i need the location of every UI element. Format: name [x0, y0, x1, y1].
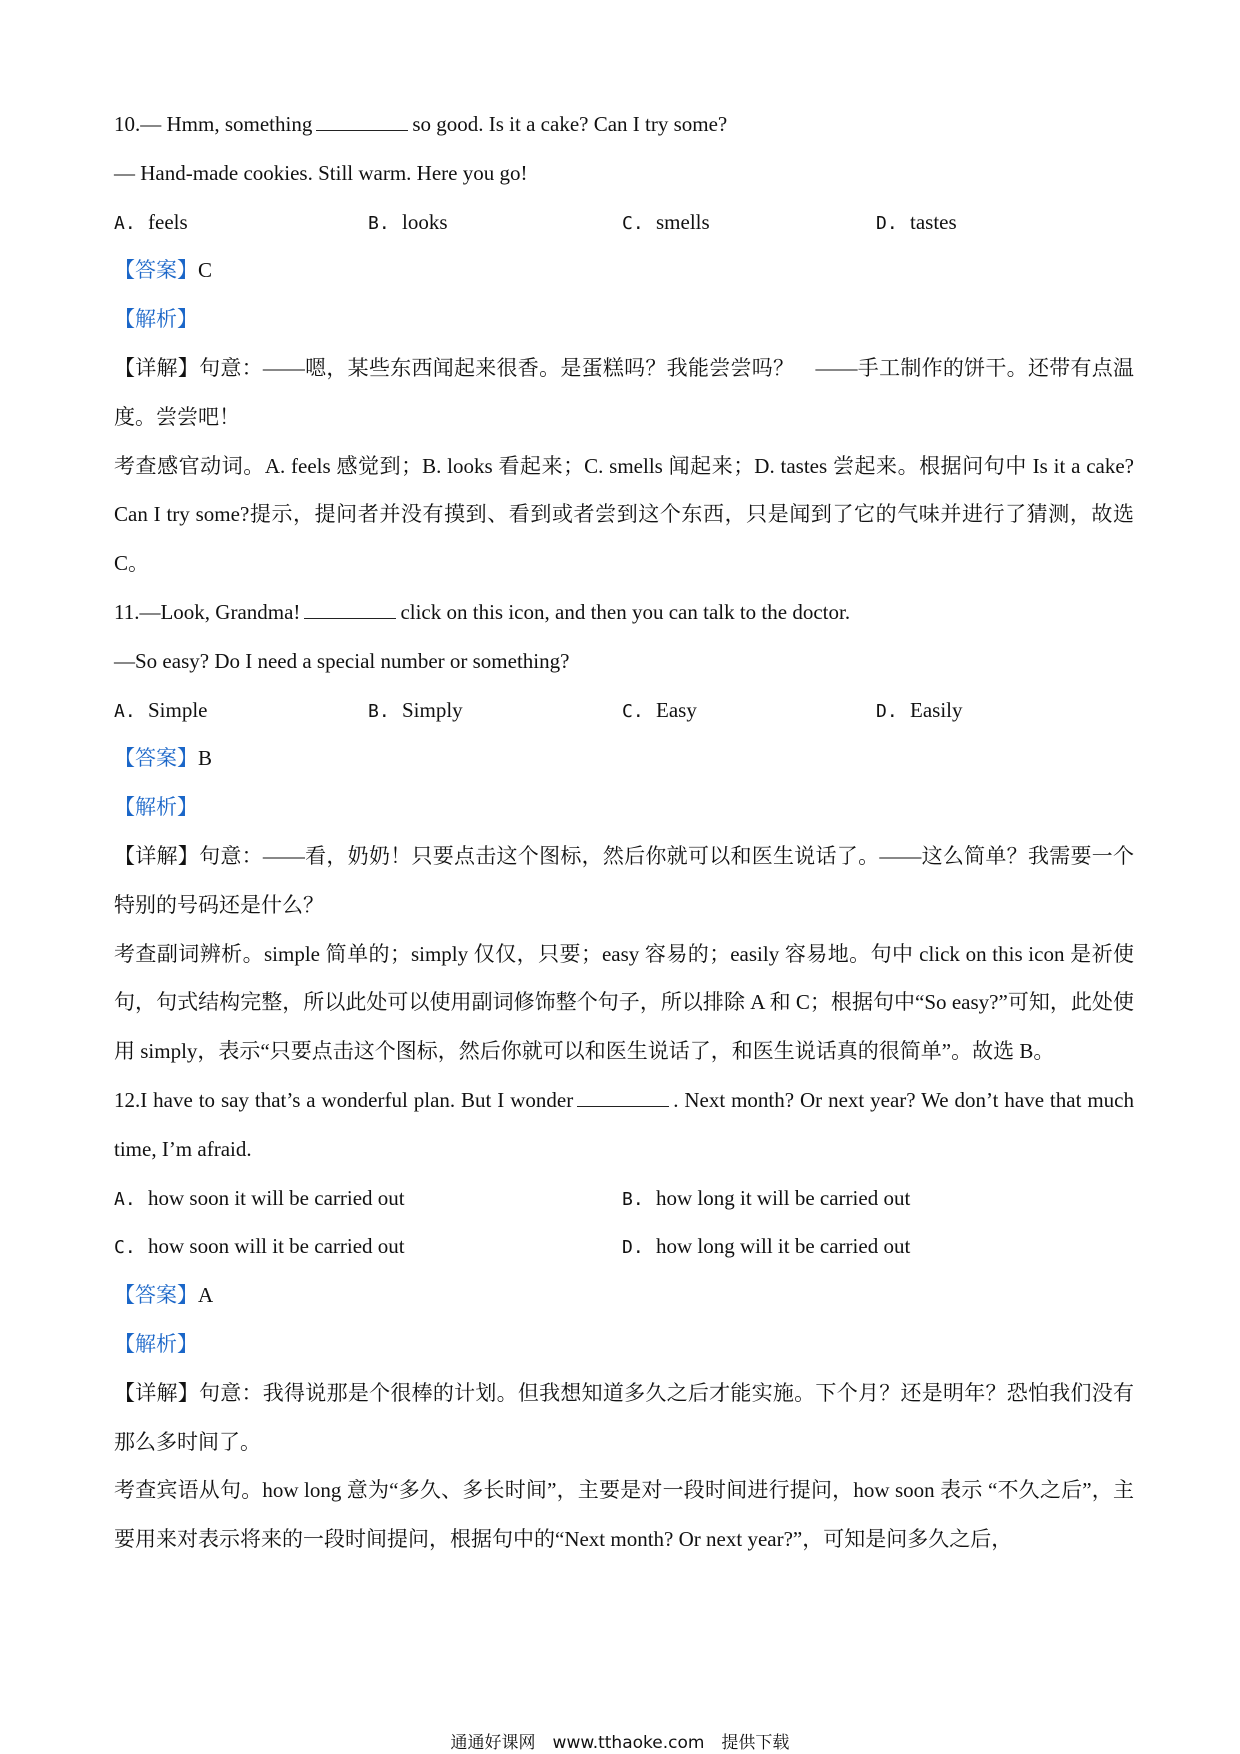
- answer-line: 【答案】A: [114, 1283, 214, 1308]
- options-row-1: [114, 1174, 1134, 1223]
- answer-line: 【答案】B: [114, 746, 213, 771]
- explanation-paragraph: 考查感官动词。A. feels 感觉到；B. looks 看起来；C. smells 闻起来；D. tastes 尝起来。根据问句中 Is it a cake? Can I try some?提示，提问者并没有摸到、看到或者尝到这个东西，只是闻到了它的气味并进行了猜测，故选 C。: [114, 453, 1134, 576]
- option-c: C. smells: [622, 209, 710, 234]
- analysis-heading: 【解析】: [114, 795, 198, 820]
- answer-line: 【答案】C: [114, 258, 213, 283]
- option-d: D. Easily: [876, 697, 963, 722]
- detail-paragraph: 【详解】句意：——嗯，某些东西闻起来很香。是蛋糕吗？我能尝尝吗？ ——手工制作的饼干。还带有点温度。尝尝吧！: [114, 355, 1135, 429]
- option-c: C. Easy: [622, 697, 697, 722]
- question-12: [114, 1076, 1134, 1564]
- answer-blank: [316, 112, 408, 131]
- document-page: [114, 100, 1134, 1564]
- option-c: C. how soon will it be carried out: [114, 1234, 405, 1259]
- option-a: A. Simple: [114, 697, 208, 722]
- page-footer: 通通好课网 www.tthaoke.com 提供下载: [450, 1733, 790, 1753]
- question-reply: —So easy? Do I need a special number or something?: [114, 648, 570, 673]
- options-row-2: [114, 1222, 1134, 1271]
- options-row: [114, 198, 1134, 247]
- explanation-paragraph: 考查宾语从句。how long 意为“多久、多长时间”，主要是对一段时间进行提问，how soon 表示 “不久之后”，主要用来对表示将来的一段时间提问，根据句中的“Next month? Or next year?”，可知是问多久之后，: [114, 1478, 1134, 1552]
- detail-paragraph: 【详解】句意：我得说那是个很棒的计划。但我想知道多久之后才能实施。下个月？还是明年？恐怕我们没有那么多时间了。: [114, 1380, 1135, 1454]
- answer-blank: [577, 1088, 669, 1107]
- answer-blank: [304, 600, 396, 619]
- option-b: B. looks: [368, 209, 448, 234]
- option-b: B. how long it will be carried out: [622, 1185, 911, 1210]
- explanation-paragraph: 考查副词辨析。simple 简单的；simply 仅仅，只要；easy 容易的；easily 容易地。句中 click on this icon 是祈使句，句式结构完整，所以此处可以使用副词修饰整个句子，所以排除 A 和 C；根据句中“So easy?”可知，此处使用 simply，表示“只要点击这个图标，然后你就可以和医生说话了，和医生说话真的很简单”。故选 B。: [114, 941, 1134, 1064]
- option-d: D. how long will it be carried out: [622, 1234, 911, 1259]
- options-row: [114, 686, 1134, 735]
- detail-paragraph: 【详解】句意：——看，奶奶！只要点击这个图标，然后你就可以和医生说话了。——这么简单？我需要一个特别的号码还是什么？: [114, 843, 1135, 917]
- question-stem: 11.—Look, Grandma! click on this icon, and then you can talk to the doctor.: [114, 599, 851, 624]
- question-10: [114, 100, 1134, 588]
- option-d: D. tastes: [876, 209, 957, 234]
- analysis-heading: 【解析】: [114, 307, 198, 332]
- question-11: [114, 588, 1134, 1076]
- option-a: A. feels: [114, 209, 188, 234]
- question-stem: 10.— Hmm, something so good. Is it a cake? Can I try some?: [114, 112, 728, 136]
- option-b: B. Simply: [368, 697, 463, 722]
- question-reply: — Hand-made cookies. Still warm. Here you go!: [114, 160, 528, 185]
- analysis-heading: 【解析】: [114, 1331, 198, 1356]
- question-stem: 12.I have to say that’s a wonderful plan. But I wonder . Next month? Or next year? We don’t have that much time, I’m afraid.: [114, 1087, 1134, 1161]
- option-a: A. how soon it will be carried out: [114, 1185, 405, 1210]
